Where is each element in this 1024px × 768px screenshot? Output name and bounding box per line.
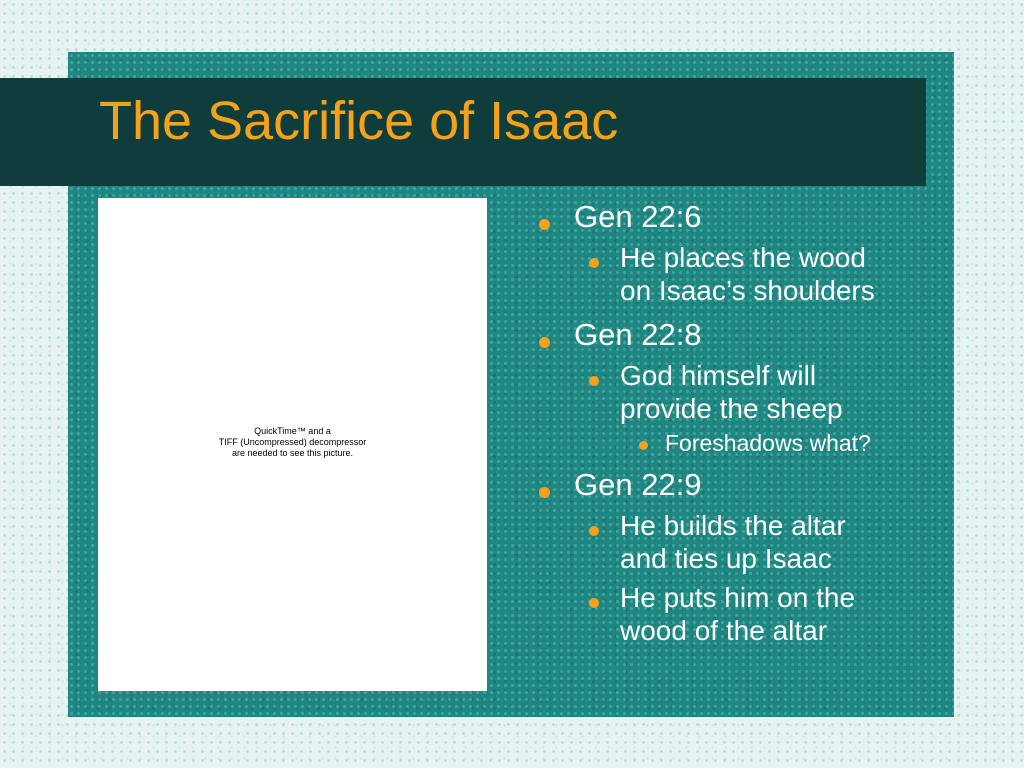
bullet-dot-icon (639, 441, 648, 450)
sub-bullet (528, 359, 948, 425)
bullet-dot-icon (589, 526, 599, 536)
sub-bullet-line: He places the wood (620, 242, 866, 273)
sub-sub-bullet-text: Foreshadows what? (665, 430, 871, 456)
sub-bullet-line: and ties up Isaac (620, 543, 832, 574)
placeholder-line: TIFF (Uncompressed) decompressor (218, 437, 367, 447)
bullet-text: Gen 22:6 (574, 199, 702, 234)
bullet-dot-icon (589, 258, 599, 268)
bullet-dot-icon (589, 376, 599, 386)
placeholder-line: QuickTime™ and a (254, 426, 331, 436)
bullet-list (528, 195, 948, 647)
bullet-text: Gen 22:8 (574, 317, 702, 352)
slide-title: The Sacrifice of Isaac (99, 91, 619, 151)
sub-bullet-line: He builds the altar (620, 510, 846, 541)
sub-bullet (528, 509, 948, 575)
bullet-dot-icon (539, 219, 550, 230)
bullet-dot-icon (539, 337, 550, 348)
sub-bullet (528, 581, 948, 647)
bullet-gen-22-6 (528, 199, 948, 235)
sub-sub-bullet (528, 429, 948, 457)
bullet-gen-22-9 (528, 467, 948, 503)
picture-placeholder-caption (98, 426, 487, 459)
picture-placeholder (98, 198, 487, 691)
bullet-dot-icon (539, 487, 550, 498)
sub-bullet-line: He puts him on the (620, 582, 856, 613)
sub-bullet (528, 241, 948, 307)
sub-bullet-line: wood of the altar (620, 615, 828, 646)
placeholder-line: are needed to see this picture. (231, 448, 354, 458)
sub-bullet-line: provide the sheep (620, 393, 843, 424)
sub-bullet-line: on Isaac’s shoulders (620, 275, 875, 306)
bullet-dot-icon (589, 598, 599, 608)
bullet-text: Gen 22:9 (574, 467, 702, 502)
bullet-gen-22-8 (528, 317, 948, 353)
sub-bullet-line: God himself will (620, 360, 817, 391)
